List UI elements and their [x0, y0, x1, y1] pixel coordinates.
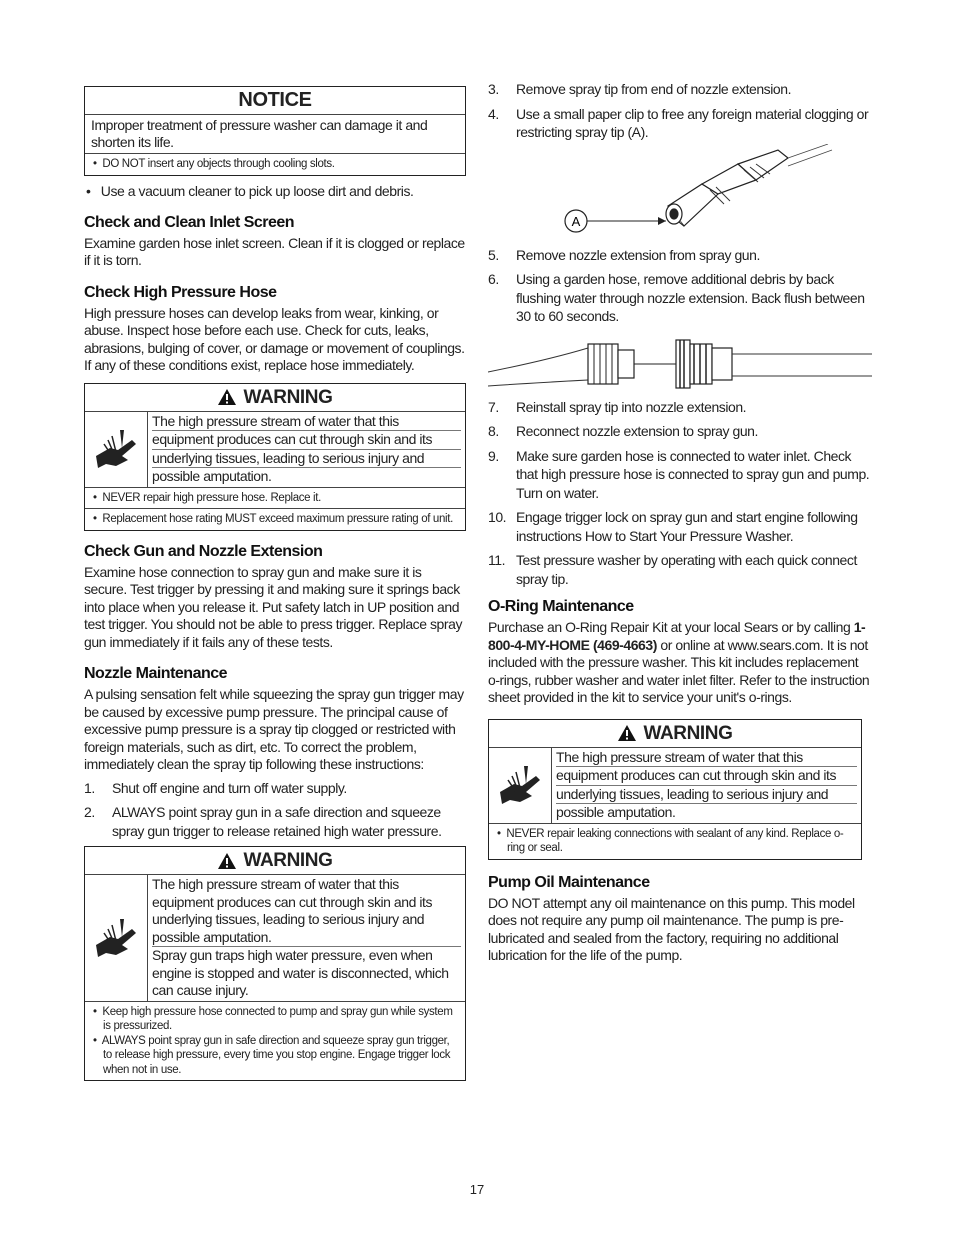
warning-text: The high pressure stream of water that this equipment produces can cut through skin and its underlying tissues, leading to serious injury and possible amputation.: [148, 412, 465, 487]
warning-bullet: • NEVER repair leaking connections with sealant of any kind. Replace o-ring or seal.: [489, 823, 861, 859]
left-column: [84, 84, 466, 1081]
list-item: 11. Test pressure washer by operating with each quick connect spray tip.: [488, 552, 857, 587]
inlet-text: Examine garden hose inlet screen. Clean if it is clogged or replace if it is torn.: [84, 234, 465, 268]
warning-box-hose: [84, 383, 466, 531]
list-item: 5. Remove nozzle extension from spray gun.: [488, 246, 760, 263]
warning-triangle-icon: [617, 724, 637, 742]
nozzle-heading: Nozzle Maintenance: [84, 665, 228, 682]
callout-a-label: A: [571, 213, 581, 229]
phone-number: 1-800-4-MY-HOME (469-4663): [488, 619, 866, 653]
nozzle-steps: [84, 779, 466, 841]
inlet-heading: Check and Clean Inlet Screen: [84, 213, 295, 231]
warning-triangle-icon: [217, 388, 237, 406]
vacuum-bullet: • Use a vacuum cleaner to pick up loose dirt and debris.: [86, 182, 414, 199]
list-item: 2. ALWAYS point spray gun in a safe direction and squeeze spray gun trigger to release retained high water pressure.: [84, 804, 442, 839]
hand-cut-hazard-icon: [85, 412, 148, 487]
list-item: 8. Reconnect nozzle extension to spray gun.: [488, 423, 758, 439]
oring-text: Purchase an O-Ring Repair Kit at your local Sears or by calling 1-800-4-MY-HOME (469-4663) or online at www.sears.com. It is not included with the pressure washer. This kit includes replacement o-rings, rubber washer and water inlet filter. Refer to the instruction sheet provided in the kit to service your unit's o-rings.: [488, 619, 870, 705]
warning-title: WARNING: [85, 847, 465, 875]
warning-title: WARNING: [489, 720, 861, 748]
hand-cut-hazard-icon: [489, 748, 552, 823]
hand-cut-hazard-icon: [85, 875, 148, 1001]
warning-text: The high pressure stream of water that this equipment produces can cut through skin and its underlying tissues, leading to serious injury and possible amputation. Spray gun traps high water pressure, even when engine is stopped and water is disconnected, which can cause injury.: [148, 875, 465, 1001]
list-item: 1. Shut off engine and turn off water supply.: [84, 779, 347, 796]
list-item: 3. Remove spray tip from end of nozzle extension.: [488, 81, 792, 97]
oring-heading: O-Ring Maintenance: [488, 598, 634, 615]
page-number: 17: [469, 1182, 485, 1197]
list-item: 6. Using a garden hose, remove additional debris by back flushing water through nozzle extension. Back flush between 30 to 60 seconds.: [488, 271, 865, 324]
gun-heading: Check Gun and Nozzle Extension: [84, 542, 323, 560]
warning-text: The high pressure stream of water that this equipment produces can cut through skin and its underlying tissues, leading to serious injury and possible amputation.: [552, 748, 861, 823]
nozzle-steps-continued: [488, 398, 872, 589]
list-item: 9. Make sure garden hose is connected to water inlet. Check that high pressure hose is connected to spray gun and pump. Turn on water.: [488, 447, 870, 501]
spray-tip-illustration: [488, 144, 872, 244]
notice-box: [84, 86, 466, 176]
nozzle-steps-continued: [488, 80, 872, 142]
notice-title: NOTICE: [85, 87, 465, 115]
list-item: 10. Engage trigger lock on spray gun and start engine following instructions How to Start Your Pressure Washer.: [488, 509, 858, 544]
warning-box-oring: [488, 719, 862, 860]
warning-title: WARNING: [85, 384, 465, 412]
right-column: [488, 80, 872, 965]
notice-bullet: • DO NOT insert any objects through cooling slots.: [85, 153, 465, 175]
list-item: 4. Use a small paper clip to free any foreign material clogging or restricting spray tip (A).: [488, 105, 869, 140]
pump-oil-text: DO NOT attempt any oil maintenance on this pump. This model does not require any pump oil maintenance. The pump is pre-lubricated and sealed from the factory, requiring no additional lubrication for the life of the pump.: [488, 894, 855, 963]
nozzle-steps-continued: [488, 246, 872, 326]
gun-text: Examine hose connection to spray gun and make sure it is secure. Test trigger by pressing it and making sure it springs back into place when you release it. Put safety latch in UP position and test trigger. You should not be able to press trigger. Replace spray gun immediately if it fails any of these tests.: [84, 563, 462, 650]
warning-bullet: • Replacement hose rating MUST exceed maximum pressure rating of unit.: [85, 508, 465, 530]
nozzle-text: A pulsing sensation felt while squeezing the spray gun trigger may be caused by excessive pump pressure. The principal cause of excessive pump pressure is a spray tip clogged or restricted with foreign materials, such as dirt, etc. To correct the problem, immediately clean the spray tip following these instructions:: [84, 686, 464, 772]
warning-bullet: • NEVER repair high pressure hose. Replace it.: [85, 487, 465, 509]
nozzle-extension-flush-illustration: [488, 330, 872, 392]
hose-heading: Check High Pressure Hose: [84, 283, 277, 301]
warning-box-spray-gun: [84, 846, 466, 1081]
warning-triangle-icon: [217, 852, 237, 870]
list-item: 7. Reinstall spray tip into nozzle extension.: [488, 398, 747, 415]
notice-text: Improper treatment of pressure washer can damage it and shorten its life.: [91, 117, 428, 150]
hose-text: High pressure hoses can develop leaks from wear, kinking, or abuse. Inspect hose before each use. Check for cuts, leaks, abrasions, bulging of cover, or damage or movement of couplings. If any of these conditions exist, replace hose immediately.: [84, 304, 465, 373]
pump-oil-heading: Pump Oil Maintenance: [488, 873, 650, 891]
warning-bullets: • Keep high pressure hose connected to pump and spray gun while system is pressurized. • ALWAYS point spray gun in safe direction and squeeze spray gun trigger, to release high pressure, every time you stop engine. Engage trigger lock when not in use.: [85, 1001, 465, 1081]
